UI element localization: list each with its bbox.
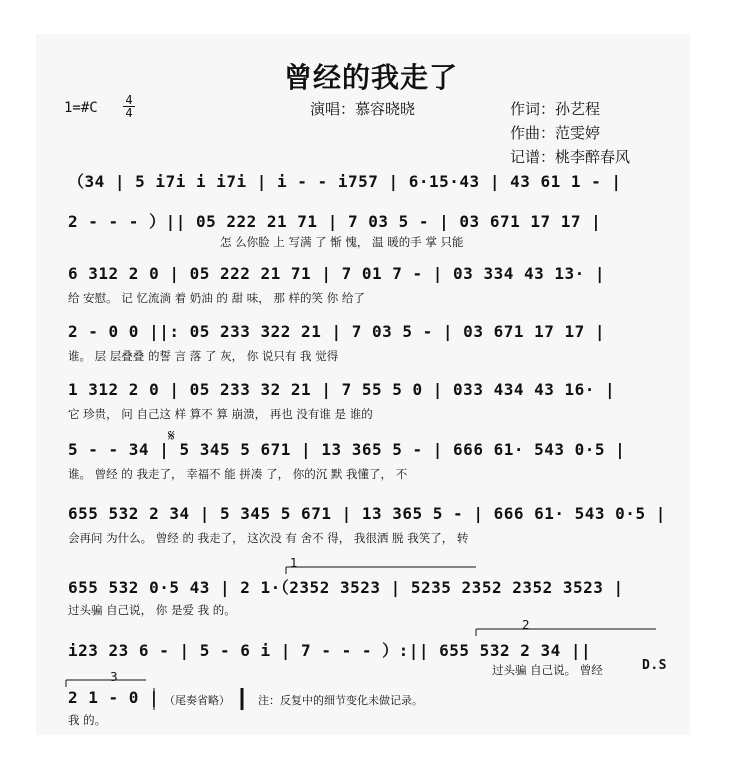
time-bottom: 4	[123, 106, 135, 119]
notation-row-7: 655 532 2 34 | 5 345 5 671 | 13 365 5 - | 666 61· 543 0·5 |	[68, 504, 666, 523]
score-sheet	[36, 34, 690, 735]
singer-credit: 演唱：慕容晓晓	[310, 100, 416, 118]
segno-sign: 𝄋	[168, 426, 175, 445]
notation-row-9: i23 23 6 - | 5 - 6 i | 7 - - - ）:|| 655 532 2 34 ||	[68, 641, 592, 660]
notation-row-10: 2 1 - 0 |	[68, 688, 160, 707]
lyric-row-7: 会再问 为什么。 曾经 的 我走了， 这次没 有 舍不 得， 我很洒 脱 我笑了， 转	[68, 531, 469, 545]
lyric-row-6: 谁。 曾经 的 我走了， 幸福不 能 拼凑 了， 你的沉 默 我懂了， 不	[68, 467, 408, 481]
notation-row-3: 6 312 2 0 | 05 222 21 71 | 7 01 7 - | 03 334 43 13· |	[68, 264, 606, 283]
lyric-row-2: 怎 么你脸 上 写满 了 惭 愧， 温 暖的手 掌 只能	[220, 235, 464, 249]
lyric-row-10: 我 的。	[68, 713, 107, 727]
time-top: 4	[125, 93, 133, 107]
notation-row-8: 655 532 0·5 43 | 2 1·（2352 3523 | 5235 2352 2352 3523 |	[68, 578, 624, 597]
notation-row-1: （34 | 5 i7i i i7i | i - - i757 | 6·15·43 | 43 61 1 - |	[68, 172, 622, 191]
volta-3-label: 3	[110, 670, 118, 684]
notation-row-2: 2 - - - ）|| 05 222 21 71 | 7 03 5 - | 03 671 17 17 |	[68, 212, 602, 231]
key-signature: 1=#C	[64, 100, 98, 116]
footnote: 注：反复中的细节变化未做记录。	[258, 694, 423, 707]
song-title: 曾经的我走了	[284, 61, 459, 94]
lyric-row-8: 过头骗 自己说， 你 是爱 我 的。	[68, 603, 236, 617]
volta-1-label: 1	[290, 556, 298, 570]
notation-row-5: 1 312 2 0 | 05 233 32 21 | 7 55 5 0 | 033 434 43 16· |	[68, 380, 616, 399]
lyric-row-4: 谁。 层 层叠叠 的誓 言 落 了 灰， 你 说只有 我 觉得	[68, 349, 339, 363]
lyricist-credit: 作词：孙艺程	[510, 100, 601, 118]
composer-credit: 作曲：范雯婷	[510, 124, 601, 142]
notation-row-6: 5 - - 34 | 5 345 5 671 | 13 365 5 - | 666 61· 543 0·5 |	[68, 440, 626, 459]
notation-lines	[36, 34, 690, 735]
notation-row-4: 2 - 0 0 ||: 05 233 322 21 | 7 03 5 - | 03 671 17 17 |	[68, 322, 606, 341]
volta-2-label: 2	[522, 618, 530, 632]
ds-marker: D.S	[642, 658, 667, 673]
lyric-row-3: 给 安慰。 记 忆流淌 着 奶油 的 甜 味， 那 样的笑 你 给了	[68, 291, 365, 305]
lyric-row-9: 过头骗 自己说。 曾经	[492, 663, 603, 677]
lyric-row-5: 它 珍贵， 问 自己这 样 算不 算 崩溃， 再也 没有谁 是 谁的	[68, 407, 373, 421]
transcriber-credit: 记谱：桃李醉春风	[510, 148, 631, 166]
outro-note: （尾奏省略）	[164, 694, 230, 707]
